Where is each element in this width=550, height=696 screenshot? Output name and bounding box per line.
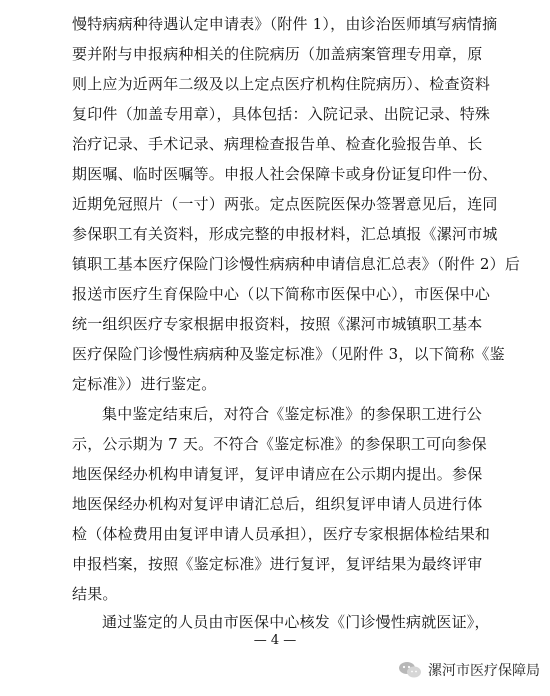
body-line: 申报档案，按照《鉴定标准》进行复评，复评结果为最终评审 (72, 555, 483, 573)
body-line: 结果。 (72, 585, 118, 603)
body-line: 检（体检费用由复评申请人员承担），医疗专家根据体检结果和 (72, 525, 491, 543)
body-line: 治疗记录、手术记录、病理检查报告单、检查化验报告单、长 (72, 135, 483, 153)
body-line: 期医嘱、临时医嘱等。申报人社会保障卡或身份证复印件一份、 (72, 165, 498, 183)
body-line: 医疗保险门诊慢性病病种及鉴定标准》（见附件 3，以下简称《鉴 (72, 345, 505, 363)
body-line: 地医保经办机构对复评申请汇总后，组织复评申请人员进行体 (72, 495, 483, 513)
body-line: 参保职工有关资料，形成完整的申报材料，汇总填报《漯河市城 (72, 225, 498, 243)
paragraph-start-line: 集中鉴定结束后，对符合《鉴定标准》的参保职工进行公 (102, 405, 483, 423)
body-line: 报送市医疗生育保险中心（以下简称市医保中心），市医保中心 (72, 285, 491, 303)
body-line: 地医保经办机构申请复评，复评申请应在公示期内提出。参保 (72, 465, 483, 483)
source-watermark (398, 660, 540, 680)
body-line: 慢特病病种待遇认定申请表》（附件 1），由诊治医师填写病情摘 (72, 15, 498, 33)
page-number: — 4 — (253, 633, 297, 648)
wechat-icon (398, 661, 422, 679)
body-line: 复印件（加盖专用章），具体包括：入院记录、出院记录、特殊 (72, 105, 491, 123)
body-line: 镇职工基本医疗保险门诊慢性病病种申请信息汇总表》（附件 2）后 (72, 255, 521, 273)
body-line: 近期免冠照片（一寸）两张。定点医院医保办签署意见后，连同 (72, 195, 498, 213)
body-line: 定标准》）进行鉴定。 (72, 375, 217, 393)
body-line: 则上应为近两年二级及以上定点医疗机构住院病历）、检查资料 (72, 75, 491, 93)
body-line: 统一组织医疗专家根据申报资料，按照《漯河市城镇职工基本 (72, 315, 483, 333)
paragraph-start-line: 通过鉴定的人员由市医保中心核发《门诊慢性病就医证》， (102, 613, 490, 631)
body-line: 示，公示期为 7 天。不符合《鉴定标准》的参保职工可向参保 (72, 435, 487, 453)
body-line: 要并附与申报病种相关的住院病历（加盖病案管理专用章，原 (72, 45, 483, 63)
watermark-text: 漯河市医疗保障局 (428, 663, 540, 679)
